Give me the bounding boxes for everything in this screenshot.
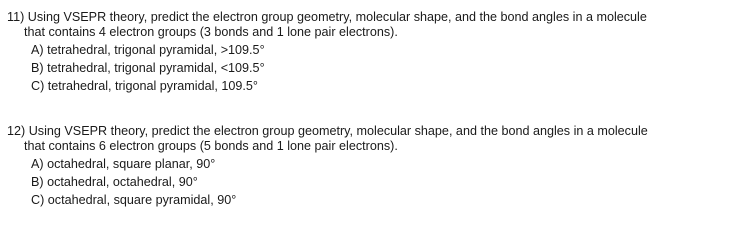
answer-option-a: A) octahedral, square planar, 90° — [31, 157, 216, 171]
answer-option-b: B) octahedral, octahedral, 90° — [31, 175, 198, 189]
answer-option-c: C) octahedral, square pyramidal, 90° — [31, 193, 237, 207]
question-12 — [7, 124, 747, 211]
answer-option-a: A) tetrahedral, trigonal pyramidal, >109.5° — [31, 43, 265, 57]
question-text-line-2: that contains 4 electron groups (3 bonds and 1 lone pair electrons). — [24, 25, 398, 39]
question-text-line-2: that contains 6 electron groups (5 bonds and 1 lone pair electrons). — [24, 139, 398, 153]
question-text-line-1: Using VSEPR theory, predict the electron group geometry, molecular shape, and the bond angles in a molecule — [28, 124, 648, 138]
question-stem — [7, 10, 747, 40]
question-number: 11) — [7, 10, 25, 24]
question-text-line-1: Using VSEPR theory, predict the electron group geometry, molecular shape, and the bond angles in a molecule — [27, 10, 647, 24]
answer-option-c: C) tetrahedral, trigonal pyramidal, 109.5° — [31, 79, 258, 93]
question-11 — [7, 10, 747, 97]
question-stem — [7, 124, 747, 154]
answer-options — [7, 157, 747, 208]
answer-options — [7, 43, 747, 94]
answer-option-b: B) tetrahedral, trigonal pyramidal, <109.5° — [31, 61, 265, 75]
question-number: 12) — [7, 124, 26, 138]
